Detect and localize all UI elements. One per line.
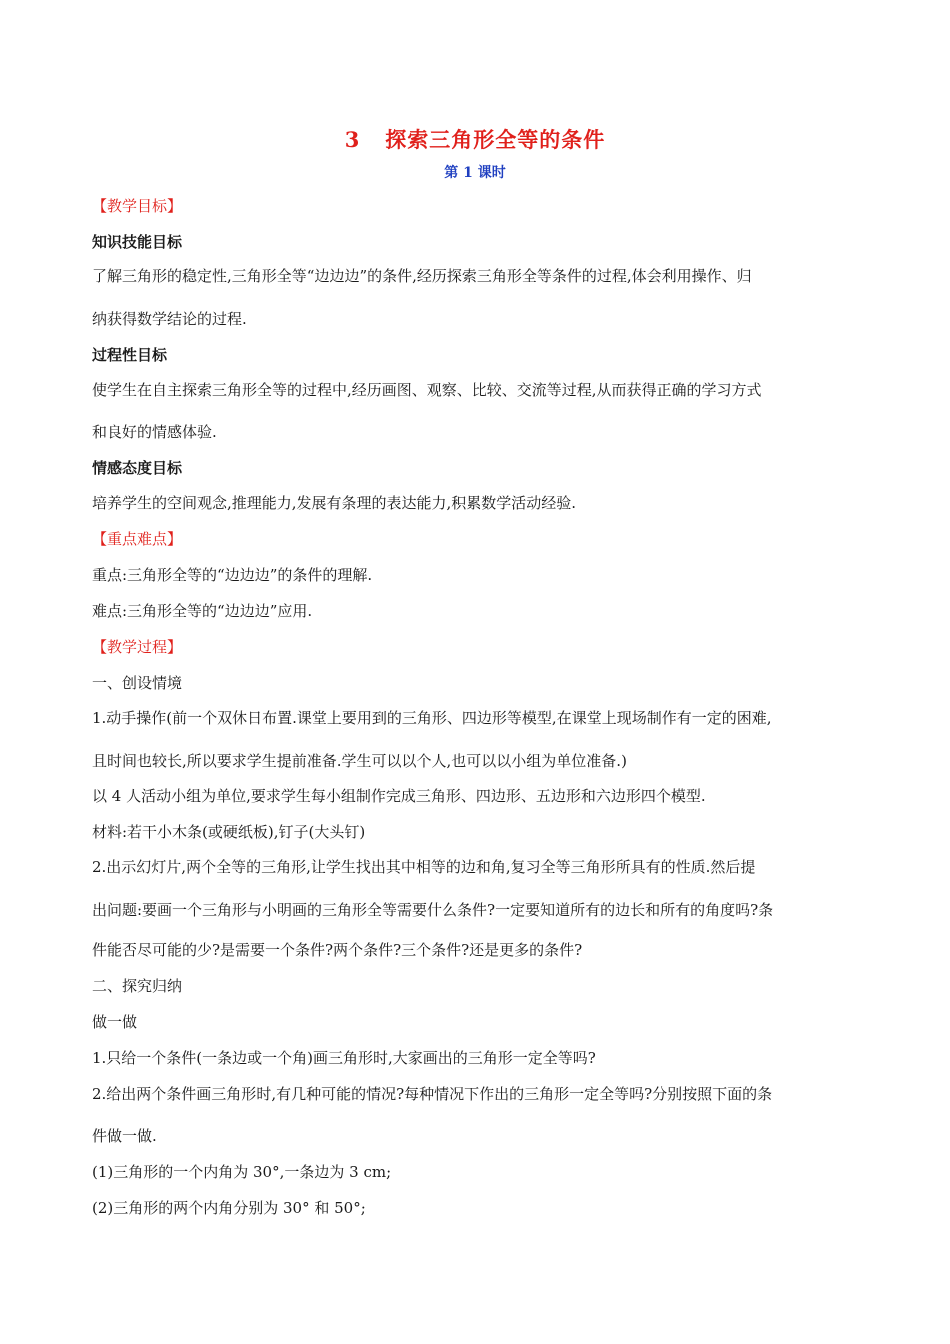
paragraph-line: 一、创设情境 [92,674,183,692]
heading-process-objective: 过程性目标 [92,346,168,364]
paragraph-line: (2)三角形的两个内角分别为 30° 和 50°; [92,1199,366,1217]
lesson-subtitle: 第 1 课时 [444,165,506,181]
paragraph-line: 1.只给一个条件(一条边或一个角)画三角形时,大家画出的三角形一定全等吗? [92,1049,596,1067]
paragraph-line: 难点:三角形全等的“边边边”应用. [92,602,313,620]
paragraph-line: 培养学生的空间观念,推理能力,发展有条理的表达能力,积累数学活动经验. [92,494,577,512]
paragraph-line: 材料:若干小木条(或硬纸板),钉子(大头钉) [92,823,366,841]
section-header-teaching-process: 【教学过程】 [92,638,183,656]
paragraph-line: 2.给出两个条件画三角形时,有几种可能的情况?每种情况下作出的三角形一定全等吗?分别按照下面的条 [92,1085,773,1103]
paragraph-line: 纳获得数学结论的过程. [92,310,247,328]
paragraph-line: 二、探究归纳 [92,977,183,995]
paragraph-line: 使学生在自主探索三角形全等的过程中,经历画图、观察、比较、交流等过程,从而获得正确的学习方式 [92,381,762,399]
section-header-key-difficulties: 【重点难点】 [92,530,183,548]
paragraph-line: 2.出示幻灯片,两个全等的三角形,让学生找出其中相等的边和角,复习全等三角形所具有的性质.然后提 [92,858,756,876]
paragraph-line: 重点:三角形全等的“边边边”的条件的理解. [92,566,373,584]
heading-knowledge-skills: 知识技能目标 [92,233,183,251]
paragraph-line: 件能否尽可能的少?是需要一个条件?两个条件?三个条件?还是更多的条件? [92,941,583,959]
paragraph-line: 了解三角形的稳定性,三角形全等“边边边”的条件,经历探索三角形全等条件的过程,体会利用操作、归 [92,267,752,285]
paragraph-line: 且时间也较长,所以要求学生提前准备.学生可以以个人,也可以以小组为单位准备.) [92,752,627,770]
paragraph-line: 以 4 人活动小组为单位,要求学生每小组制作完成三角形、四边形、五边形和六边形四个模型. [92,787,706,805]
paragraph-line: 和良好的情感体验. [92,423,217,441]
document-title: 3 探索三角形全等的条件 [344,127,606,152]
heading-emotional-attitude: 情感态度目标 [92,459,183,477]
paragraph-line: (1)三角形的一个内角为 30°,一条边为 3 cm; [92,1163,392,1181]
paragraph-line: 出问题:要画一个三角形与小明画的三角形全等需要什么条件?一定要知道所有的边长和所有的角度吗?条 [92,901,774,919]
paragraph-line: 做一做 [92,1013,138,1031]
paragraph-line: 1.动手操作(前一个双休日布置.课堂上要用到的三角形、四边形等模型,在课堂上现场制作有一定的困难, [92,709,772,727]
paragraph-line: 件做一做. [92,1127,157,1145]
section-header-teaching-objectives: 【教学目标】 [92,197,183,215]
